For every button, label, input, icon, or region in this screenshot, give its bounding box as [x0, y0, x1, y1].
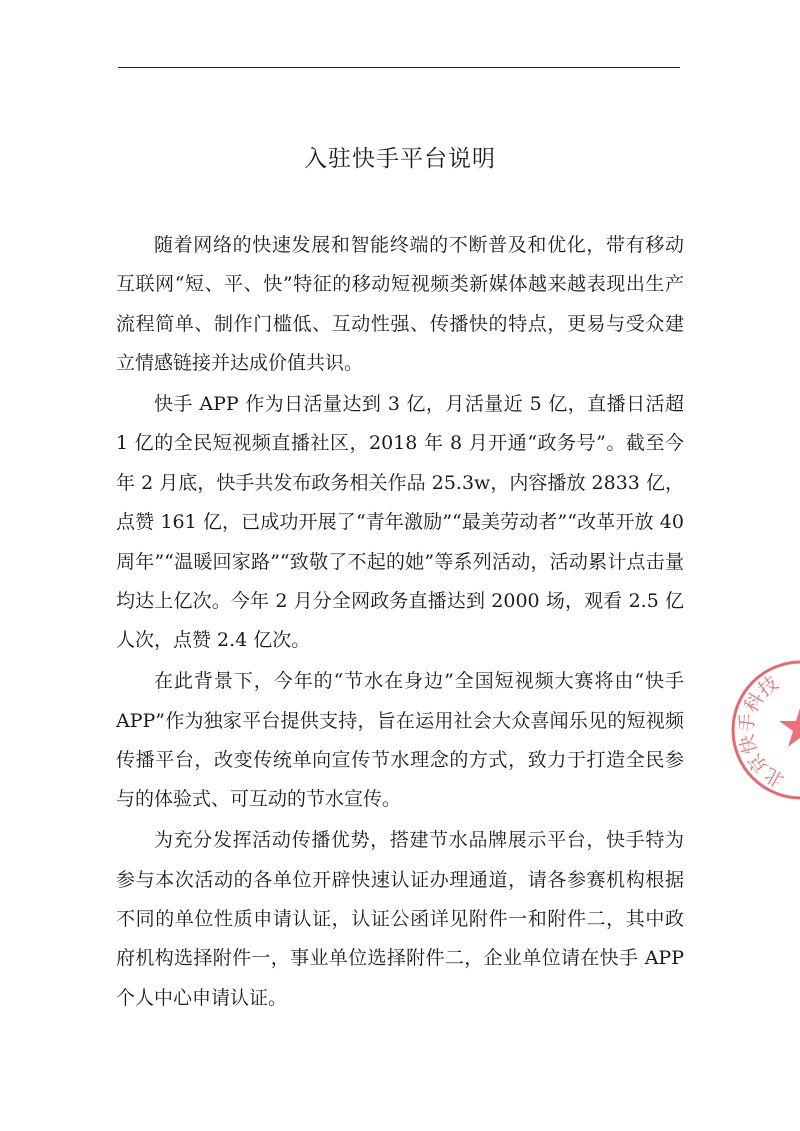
document-title: 入驻快手平台说明 — [304, 146, 496, 172]
paragraph-4: 为充分发挥活动传播优势，搭建节水品牌展示平台，快手特为参与本次活动的各单位开辟快速认证办理通道，请各参赛机构根据不同的单位性质申请认证，认证公函详见附件一和附件二，其中政府机构选择附件一，事业单位选择附件二，企业单位请在快手 APP 个人中心申请认证。 — [116, 829, 684, 1009]
document-body — [116, 226, 684, 1020]
header-rule — [118, 67, 680, 68]
paragraph-1: 随着网络的快速发展和智能终端的不断普及和优化，带有移动互联网“短、平、快”特征的移动短视频类新媒体越来越表现出生产流程简单、制作门槛低、互动性强、传播快的特点，更易与受众建立情感链接并达成价值共识。 — [116, 234, 684, 375]
seal-text: 北京快手科技 — [735, 672, 789, 792]
company-seal — [726, 655, 800, 805]
svg-text:北京快手科技 — [726, 667, 800, 793]
paragraph-2: 快手 APP 作为日活量达到 3 亿，月活量近 5 亿，直播日活超 1 亿的全民短视频直播社区，2018 年 8 月开通“政务号”。截至今年 2 月底，快手共发布政务相关作品 25.3w，内容播放 2833 亿，点赞 161 亿，已成功开展了“青年激励”“最美劳动者”“改革开放 40 周年”“温暖回家路”“致敬了不起的她”等系列活动，活动累计点击量均达上亿次。今年 2 月分全网政务直播达到 2000 场，观看 2.5 亿人次，点赞 2.4 亿次。 — [116, 393, 684, 652]
paragraph-3: 在此背景下，今年的“节水在身边”全国短视频大赛将由“快手 APP”作为独家平台提供支持，旨在运用社会大众喜闻乐见的短视频传播平台，改变传统单向宣传节水理念的方式，致力于打造全民参与的体验式、可互动的节水宣传。 — [116, 670, 684, 811]
